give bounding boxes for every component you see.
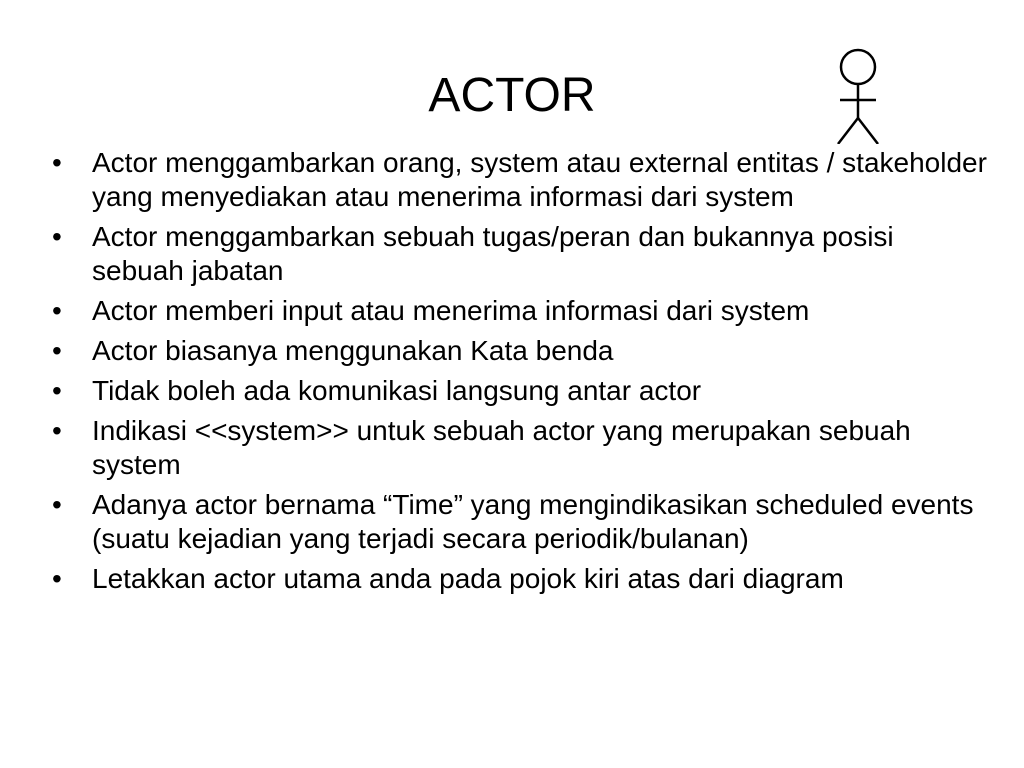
bullet-item xyxy=(52,488,992,556)
bullet-item xyxy=(52,414,992,482)
bullet-text: Adanya actor bernama “Time” yang mengindikasikan scheduled events (suatu kejadian yang terjadi secara periodik/bulanan) xyxy=(92,489,974,554)
bullet-dot: • xyxy=(52,335,62,366)
bullet-list xyxy=(52,146,992,602)
bullet-text: Actor biasanya menggunakan Kata benda xyxy=(92,335,614,366)
bullet-text: Letakkan actor utama anda pada pojok kiri atas dari diagram xyxy=(92,563,844,594)
bullet-item xyxy=(52,374,992,408)
bullet-dot: • xyxy=(52,221,62,252)
bullet-dot: • xyxy=(52,563,62,594)
bullet-text: Actor menggambarkan orang, system atau external entitas / stakeholder yang menyediakan atau menerima informasi dari system xyxy=(92,147,987,212)
bullet-item xyxy=(52,294,992,328)
bullet-dot: • xyxy=(52,147,62,178)
bullet-item xyxy=(52,334,992,368)
bullet-text: Indikasi <<system>> untuk sebuah actor yang merupakan sebuah system xyxy=(92,415,911,480)
stick-figure-actor-icon xyxy=(832,48,884,144)
bullet-dot: • xyxy=(52,489,62,520)
bullet-item xyxy=(52,562,992,596)
bullet-dot: • xyxy=(52,295,62,326)
bullet-dot: • xyxy=(52,375,62,406)
bullet-item xyxy=(52,146,992,214)
bullet-text: Actor menggambarkan sebuah tugas/peran dan bukannya posisi sebuah jabatan xyxy=(92,221,894,286)
bullet-text: Tidak boleh ada komunikasi langsung antar actor xyxy=(92,375,702,406)
bullet-text: Actor memberi input atau menerima informasi dari system xyxy=(92,295,810,326)
bullet-item xyxy=(52,220,992,288)
bullet-dot: • xyxy=(52,415,62,446)
slide-title: ACTOR xyxy=(428,69,596,122)
